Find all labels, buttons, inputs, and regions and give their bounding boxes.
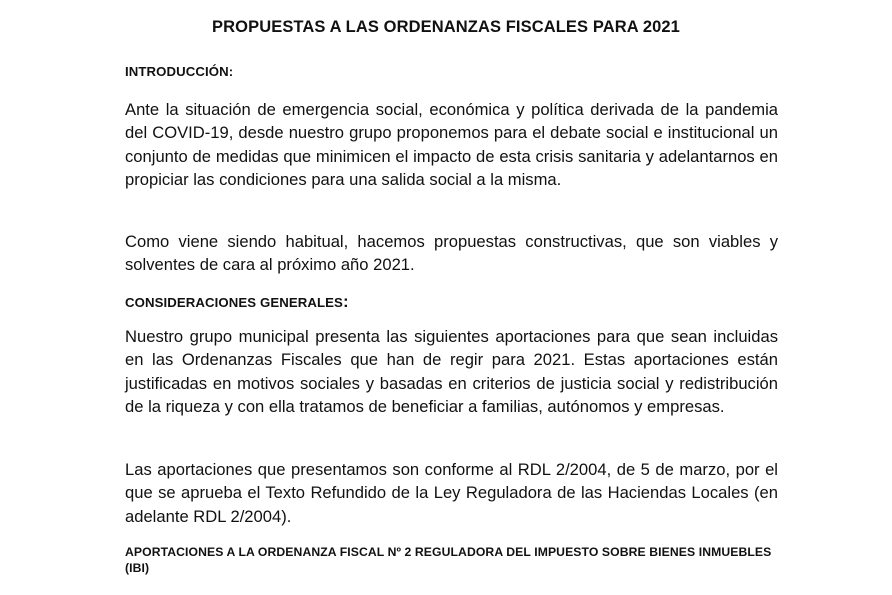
general-considerations-paragraph-2: Las aportaciones que presentamos son conforme al RDL 2/2004, de 5 de marzo, por el que se aprueba el Texto Refundido de la Ley Reguladora de las Haciendas Locales (en adelante RDL 2/2004). (125, 460, 778, 526)
general-considerations-heading (125, 292, 349, 312)
general-considerations-heading-colon: : (342, 292, 349, 311)
introduction-heading: INTRODUCCIÓN: (125, 64, 234, 79)
general-considerations-paragraph-1: Nuestro grupo municipal presenta las siguientes aportaciones para que sean incluidas en las Ordenanzas Fiscales que han de regir para 2021. Estas aportaciones están justificadas en motivos sociales y basadas en criterios de justicia social y redistribución de la riqueza y con ella tratamos de beneficiar a familias, autónomos y empresas. (125, 327, 778, 416)
ibi-contributions-heading: APORTACIONES A LA ORDENANZA FISCAL Nº 2 REGULADORA DEL IMPUESTO SOBRE BIENES INMUEBLES (IBI) (125, 545, 772, 575)
introduction-paragraph-1: Ante la situación de emergencia social, económica y política derivada de la pandemia del COVID-19, desde nuestro grupo proponemos para el debate social e institucional un conjunto de medidas que minimicen el impacto de esta crisis sanitaria y adelantarnos en propiciar las condiciones para una salida social a la misma. (125, 100, 778, 189)
document-title: PROPUESTAS A LAS ORDENANZAS FISCALES PARA 2021 (212, 18, 680, 36)
introduction-paragraph-2: Como viene siendo habitual, hacemos propuestas constructivas, que son viables y solventes de cara al próximo año 2021. (125, 232, 778, 275)
general-considerations-heading-text: CONSIDERACIONES GENERALES (125, 295, 343, 310)
